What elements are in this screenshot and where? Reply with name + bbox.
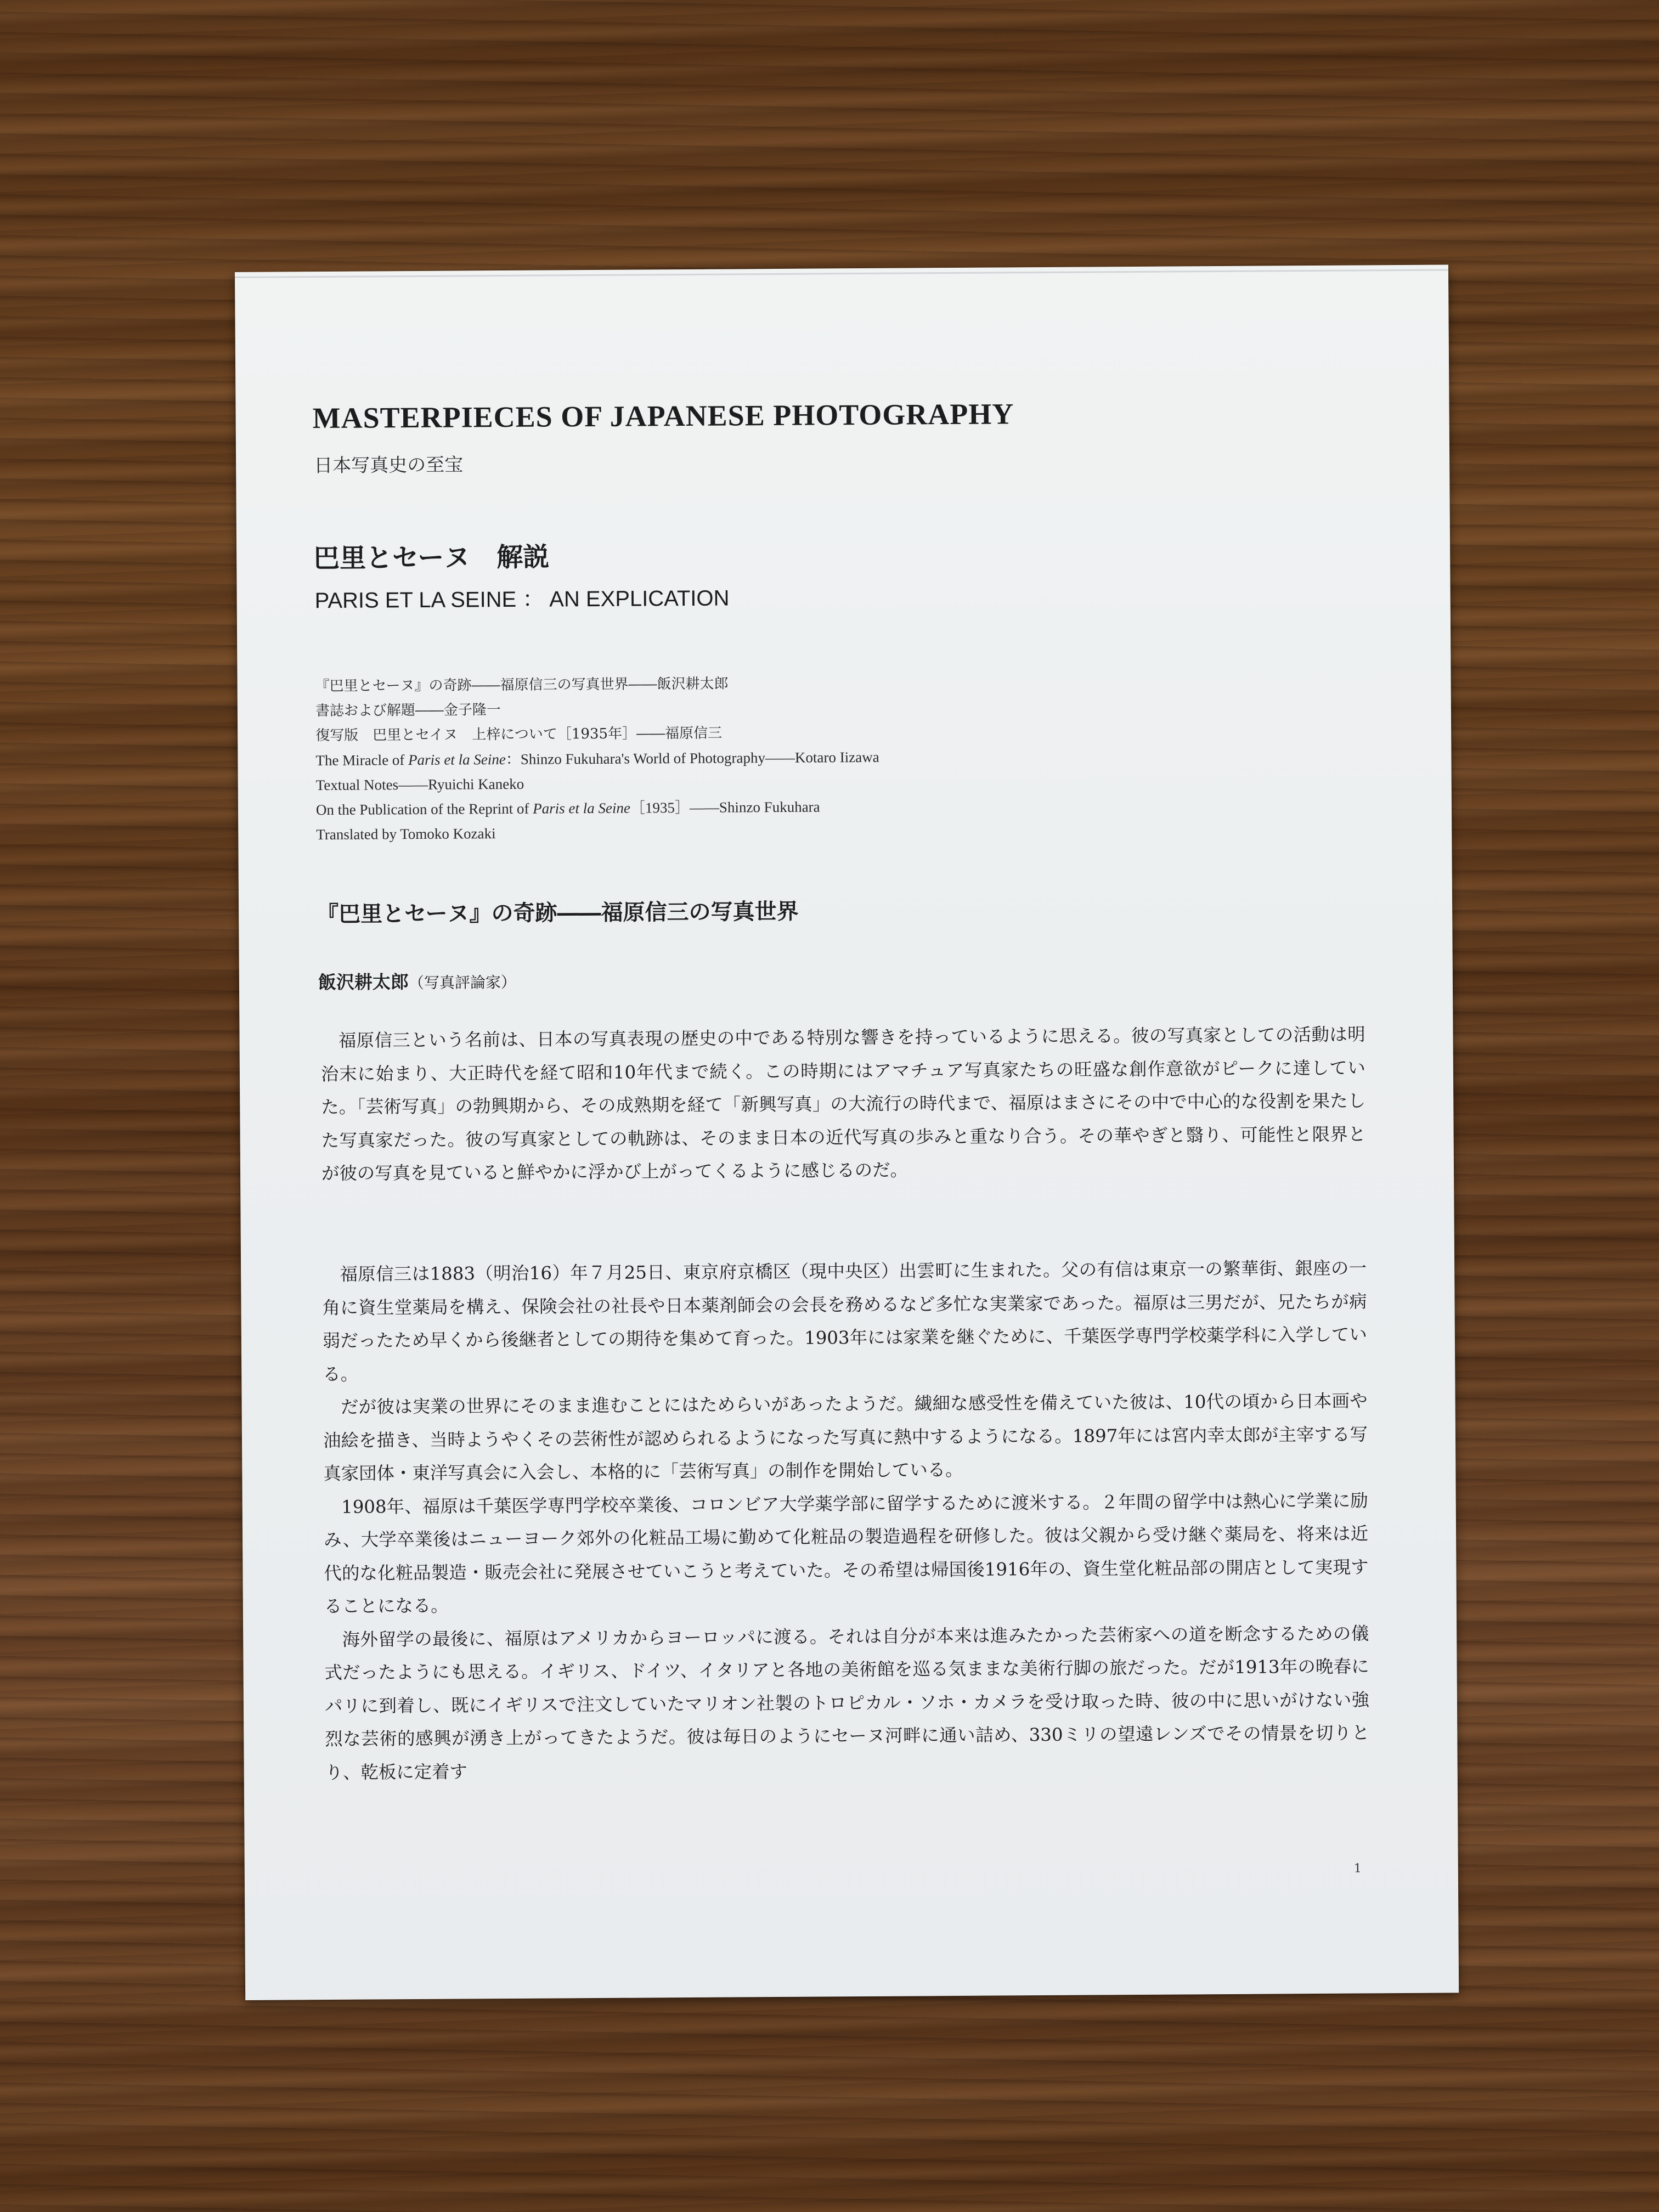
- author-name: 飯沢耕太郎: [318, 971, 409, 994]
- essay-byline: [318, 967, 516, 994]
- series-subtitle: 日本写真史の至宝: [314, 454, 464, 477]
- paragraph: 福原信三という名前は、日本の写真表現の歴史の中である特別な響きを持っているように思える。彼の写真家としての活動は明治末に始まり、大正時代を経て昭和10年代まで続く。この時期にはアマチュア写真家たちの旺盛な創作意欲がピークに達していた。「芸術写真」の勃興期から、その成熟期を経て「新興写真」の大流行の時代まで、福原はまさにその中で中心的な役割を果たした写真家だった。彼の写真家としての軌跡は、そのまま日本の近代写真の歩みと重なり合う。その華やぎと翳り、可能性と限界とが彼の写真を見ていると鮮やかに浮かび上がってくるように感じるのだ。: [320, 1024, 1366, 1184]
- page-number: 1: [1353, 1861, 1362, 1876]
- contents-list: [315, 671, 879, 847]
- series-title: MASTERPIECES OF JAPANESE PHOTOGRAPHY: [312, 397, 1014, 435]
- contents-item: 書誌および解題――金子隆一: [315, 702, 501, 720]
- document-page: [235, 264, 1459, 2000]
- essay-body-main: [322, 1251, 1370, 1789]
- contents-item: Translated by Tomoko Kozaki: [316, 825, 496, 843]
- paragraph: 1908年、福原は千葉医学専門学校卒業後、コロンビア大学薬学部に留学するために渡米する。２年間の留学中は熱心に学業に励み、大学卒業後はニューヨーク郊外の化粧品工場に勤めて化粧品の製造過程を研修した。彼は父親から受け継ぐ薬局を、将来は近代的な化粧品製造・販売会社に発展させていこうと考えていた。その希望は帰国後1916年の、資生堂化粧品部の開店として実現することになる。: [324, 1489, 1369, 1617]
- paragraph: 福原信三は1883（明治16）年７月25日、東京府京橋区（現中央区）出雲町に生まれた。父の有信は東京一の繁華街、銀座の一角に資生堂薬局を構え、保険会社の社長や日本薬剤師会の会長を務めるなど多忙な実業家であった。福原は三男だが、兄たちが病弱だったため早くから後継者としての期待を集めて育った。1903年には家業を継ぐために、千葉医学専門学校薬学科に入学している。: [322, 1257, 1367, 1385]
- paragraph: だが彼は実業の世界にそのまま進むことにはためらいがあったようだ。繊細な感受性を備えていた彼は、10代の頃から日本画や油絵を描き、当時ようやくその芸術性が認められるようになった写真に熱中するようになる。1897年には宮内幸太郎が主宰する写真家団体・東洋写真会に入会し、本格的に「芸術写真」の制作を開始している。: [323, 1390, 1368, 1485]
- paragraph: 海外留学の最後に、福原はアメリカからヨーロッパに渡る。それは自分が本来は進みたかった芸術家への道を断念するための儀式だったようにも思える。イギリス、ドイツ、イタリアと各地の美術館を巡る気ままな美術行脚の旅だった。だが1913年の晩春にパリに到着し、既にイギリスで注文していたマリオン社製のトロピカル・ソホ・カメラを受け取った時、彼の中に思いがけない強烈な芸術的感興が湧き上がってきたようだ。彼は毎日のようにセーヌ河畔に通い詰め、330ミリの望遠レンズでその情景を切りとり、乾板に定着す: [324, 1622, 1370, 1783]
- essay-title: 『巴里とセーヌ』の奇跡――福原信三の写真世界: [317, 898, 799, 928]
- document-title-en: PARIS ET LA SEINE ： AN EXPLICATION: [314, 586, 730, 613]
- contents-item: The Miracle of Paris et la Seine：Shinzo Fukuhara's World of Photography――Kotaro Iizawa: [315, 748, 879, 769]
- document-title-jp: 巴里とセーヌ 解説: [313, 541, 550, 574]
- contents-item: On the Publication of the Reprint of Paris et la Seine［1935］――Shinzo Fukuhara: [315, 798, 820, 819]
- paper-edge: [235, 269, 1448, 278]
- essay-body-intro: [320, 1018, 1366, 1190]
- contents-item: Textual Notes――Ryuichi Kaneko: [315, 775, 524, 794]
- contents-item: 復写版 巴里とセイヌ 上梓について［1935年］――福原信三: [315, 725, 723, 744]
- author-role: （写真評論家）: [408, 973, 517, 992]
- contents-item: 『巴里とセーヌ』の奇跡――福原信三の写真世界――飯沢耕太郎: [315, 675, 729, 695]
